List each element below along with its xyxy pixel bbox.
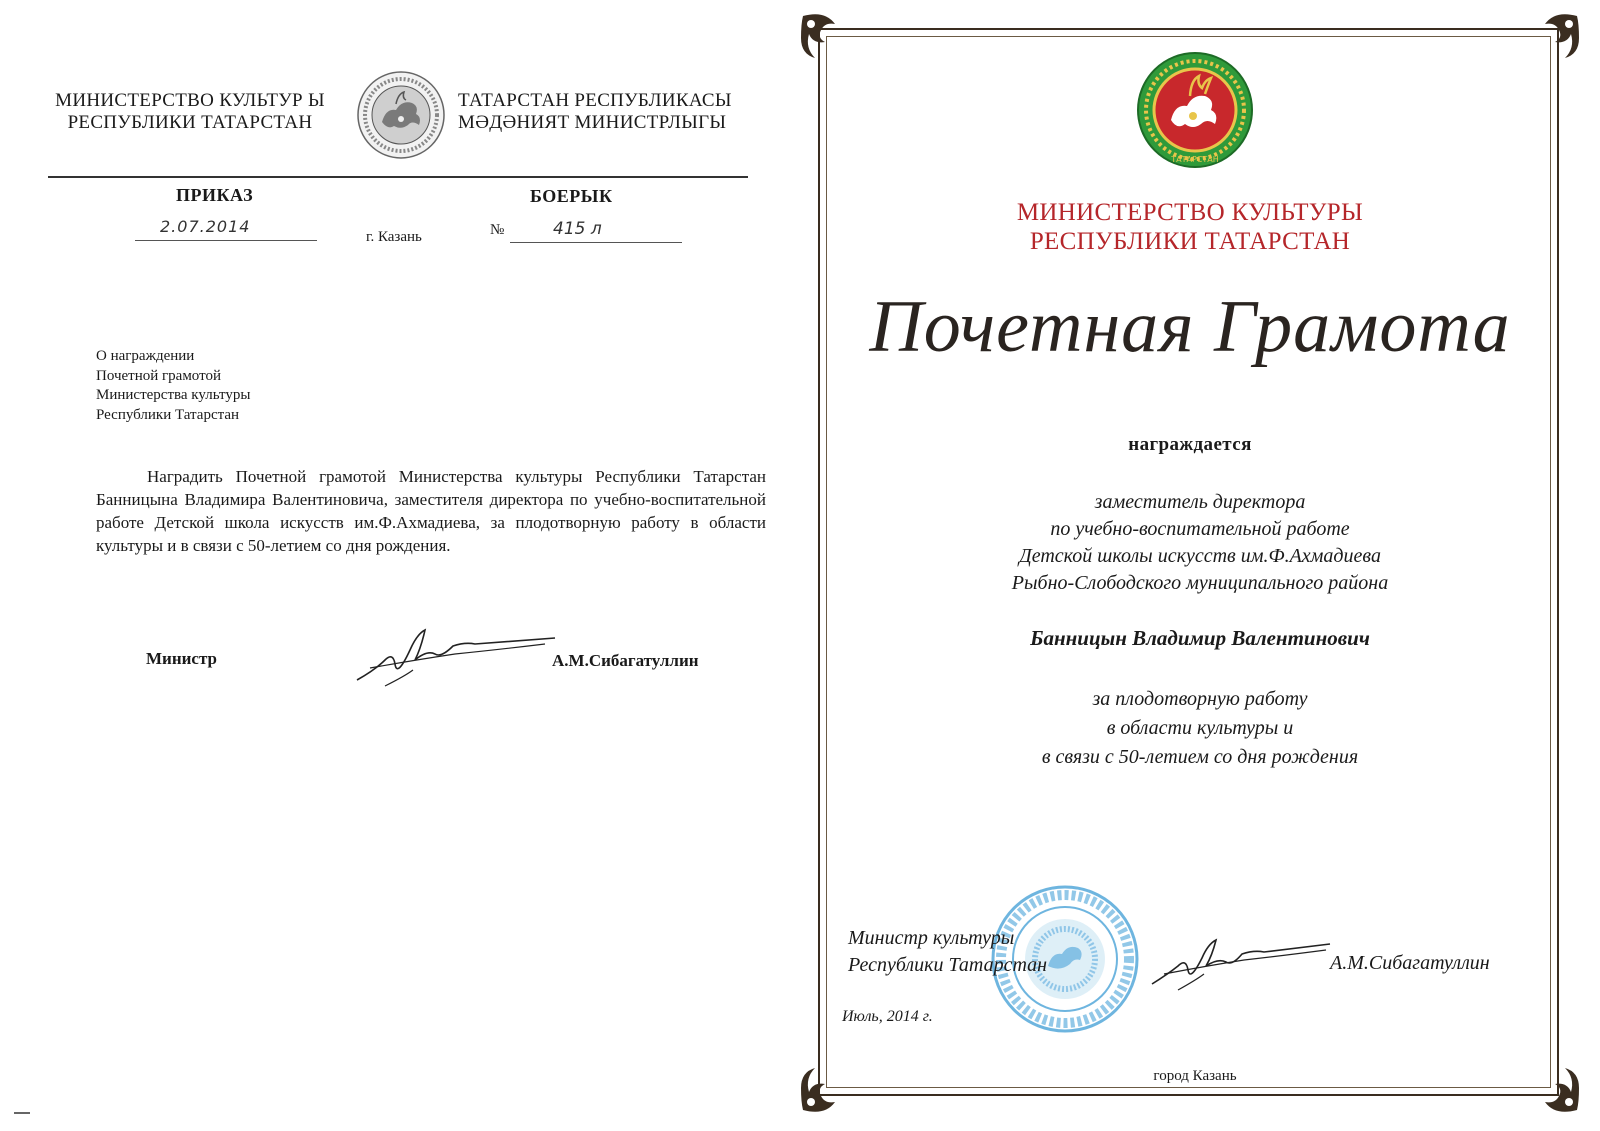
awarded-label: награждается xyxy=(1128,434,1252,455)
order-date: 2.07.2014 xyxy=(160,217,251,236)
ministry-name-tt: ТАТАРСТАН РЕСПУБЛИКАСЫ МӘДӘНИЯТ МИНИСТРЛЫГЫ xyxy=(458,90,732,133)
emblem-caption: ТАТАРСТАН xyxy=(1171,155,1219,164)
order-body-paragraph: Наградить Почетной грамотой Министерства культуры Республики Татарстан Банницына Владимира Валентиновича, заместителя директора по учебно-воспитательной работе Детской школа искусств им.Ф.Ахмадиева, за плодотворную работу в области культуры и в связи с 50-летием со дня рождения. xyxy=(96,467,766,555)
order-signer: А.М.Сибагатуллин xyxy=(552,651,699,670)
certificate-signer: А.М.Сибагатуллин xyxy=(1330,952,1490,974)
recipient-position: заместитель директора по учебно-воспитательной работе Детской школы искусств им.Ф.Ахмадиева Рыбно-Слободского муниципального района xyxy=(1011,491,1389,594)
order-number: 415 л xyxy=(553,219,602,239)
certificate-minister: Министр культуры Республики Татарстан xyxy=(848,927,1048,976)
doc-type-tt: БОЕРЫК xyxy=(530,186,613,206)
certificate-ministry: МИНИСТЕРСТВО КУЛЬТУРЫ РЕСПУБЛИКИ ТАТАРСТАН xyxy=(1016,199,1364,255)
signature-icon xyxy=(1150,930,1335,995)
award-reason: за плодотворную работу в области культуры и в связи с 50-летием со дня рождения xyxy=(1041,688,1359,768)
certificate-document xyxy=(800,0,1600,1131)
minister-label: Министр xyxy=(146,649,217,668)
signature-icon xyxy=(355,620,565,695)
scan-mark xyxy=(14,1112,30,1114)
number-underline xyxy=(510,242,682,243)
recipient-name: Банницын Владимир Валентинович xyxy=(1030,626,1370,650)
certificate-date: Июль, 2014 г. xyxy=(842,1008,933,1025)
header-divider xyxy=(48,176,748,178)
order-body xyxy=(96,465,766,557)
date-underline xyxy=(135,240,317,241)
order-subject: О награждении Почетной грамотой Министерства культуры Республики Татарстан xyxy=(96,348,251,423)
doc-type-ru: ПРИКАЗ xyxy=(176,185,254,205)
tatarstan-emblem-grey-icon xyxy=(356,70,446,160)
ministry-name-ru: МИНИСТЕРСТВО КУЛЬТУР Ы РЕСПУБЛИКИ ТАТАРСТАН xyxy=(55,90,325,133)
certificate-title: Почетная Грамота xyxy=(869,286,1511,368)
order-document xyxy=(0,0,790,1131)
number-label: № xyxy=(490,222,505,238)
certificate-city: город Казань xyxy=(1153,1068,1237,1084)
tatarstan-emblem-color-icon xyxy=(1135,50,1255,170)
order-city: г. Казань xyxy=(366,229,422,245)
